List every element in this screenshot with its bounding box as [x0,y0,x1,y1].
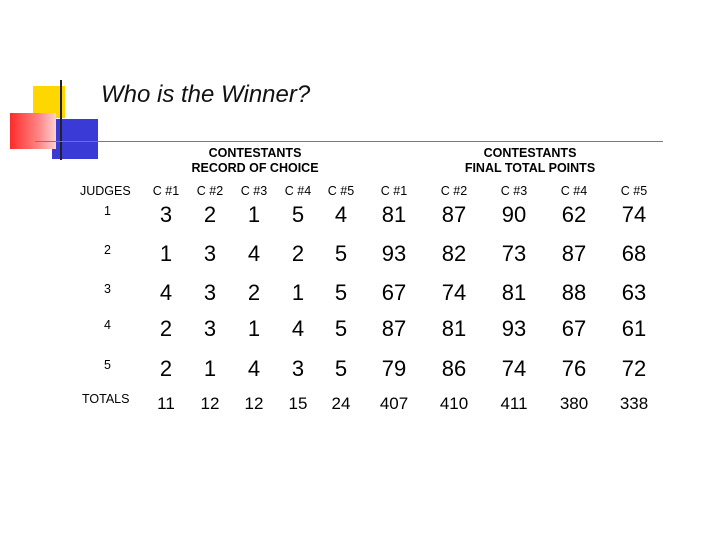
score-cell: 5 [291,202,305,227]
score-cell: 93 [381,241,407,266]
score-cell: 63 [621,280,647,305]
score-cell: 1 [203,356,217,381]
score-cell: 87 [561,241,587,266]
total-cell: 12 [200,394,220,413]
score-cell: 4 [159,280,173,305]
score-cell: 2 [203,202,217,227]
score-cell: 4 [291,316,305,341]
header-line: FINAL TOTAL POINTS [464,161,596,175]
total-cell: 24 [331,394,351,413]
score-cell: 87 [441,202,467,227]
score-cell: 3 [203,241,217,266]
score-cell: 2 [291,241,305,266]
total-cell: 411 [500,394,528,413]
column-header: C #5 [327,184,355,198]
score-cell: 74 [501,356,527,381]
judge-number: 2 [104,243,111,257]
total-cell: 15 [288,394,308,413]
score-cell: 81 [381,202,407,227]
score-cell: 5 [334,241,348,266]
score-cell: 62 [561,202,587,227]
column-header: C #2 [196,184,224,198]
header-line: RECORD OF CHOICE [191,161,319,175]
red-square-decoration [10,113,56,149]
score-cell: 4 [247,356,261,381]
score-cell: 1 [247,316,261,341]
record-of-choice-header [175,146,335,176]
column-header: C #3 [240,184,268,198]
score-cell: 2 [247,280,261,305]
column-header: C #2 [440,184,468,198]
score-cell: 90 [501,202,527,227]
column-header: C #1 [152,184,180,198]
judge-number: 5 [104,358,111,372]
vertical-rule [60,80,62,160]
score-cell: 1 [291,280,305,305]
column-header: C #1 [380,184,408,198]
score-cell: 72 [621,356,647,381]
score-cell: 3 [203,316,217,341]
judge-number: 3 [104,282,111,296]
score-cell: 68 [621,241,647,266]
score-cell: 67 [381,280,407,305]
title-underline [35,141,663,142]
score-cell: 86 [441,356,467,381]
total-cell: 338 [619,394,649,413]
header-line: CONTESTANTS [208,146,302,160]
slide-title: Who is the Winner? [101,81,311,108]
score-cell: 4 [247,241,261,266]
score-cell: 5 [334,316,348,341]
score-cell: 2 [159,356,173,381]
total-cell: 380 [559,394,589,413]
header-line: CONTESTANTS [483,146,577,160]
score-cell: 79 [381,356,407,381]
column-header: C #4 [284,184,312,198]
score-cell: 5 [334,280,348,305]
score-cell: 82 [441,241,467,266]
judges-label: JUDGES [80,184,131,198]
column-header: C #4 [560,184,588,198]
score-cell: 67 [561,316,587,341]
judge-number: 1 [104,204,111,218]
score-cell: 3 [203,280,217,305]
column-header: C #3 [500,184,528,198]
totals-label: TOTALS [82,392,130,406]
score-cell: 5 [334,356,348,381]
score-cell: 4 [334,202,348,227]
judge-number: 4 [104,318,111,332]
score-cell: 3 [159,202,173,227]
score-cell: 93 [501,316,527,341]
score-cell: 88 [561,280,587,305]
total-cell: 12 [244,394,264,413]
blue-square-decoration [52,119,98,159]
score-cell: 73 [501,241,527,266]
score-cell: 87 [381,316,407,341]
score-cell: 74 [441,280,467,305]
score-cell: 81 [501,280,527,305]
column-header: C #5 [620,184,648,198]
score-cell: 74 [621,202,647,227]
final-total-points-header [435,146,625,176]
score-cell: 2 [159,316,173,341]
total-cell: 410 [439,394,469,413]
score-cell: 61 [621,316,647,341]
score-cell: 3 [291,356,305,381]
score-cell: 76 [561,356,587,381]
total-cell: 11 [157,394,175,413]
score-cell: 1 [247,202,261,227]
score-cell: 81 [441,316,467,341]
total-cell: 407 [379,394,409,413]
score-cell: 1 [159,241,173,266]
